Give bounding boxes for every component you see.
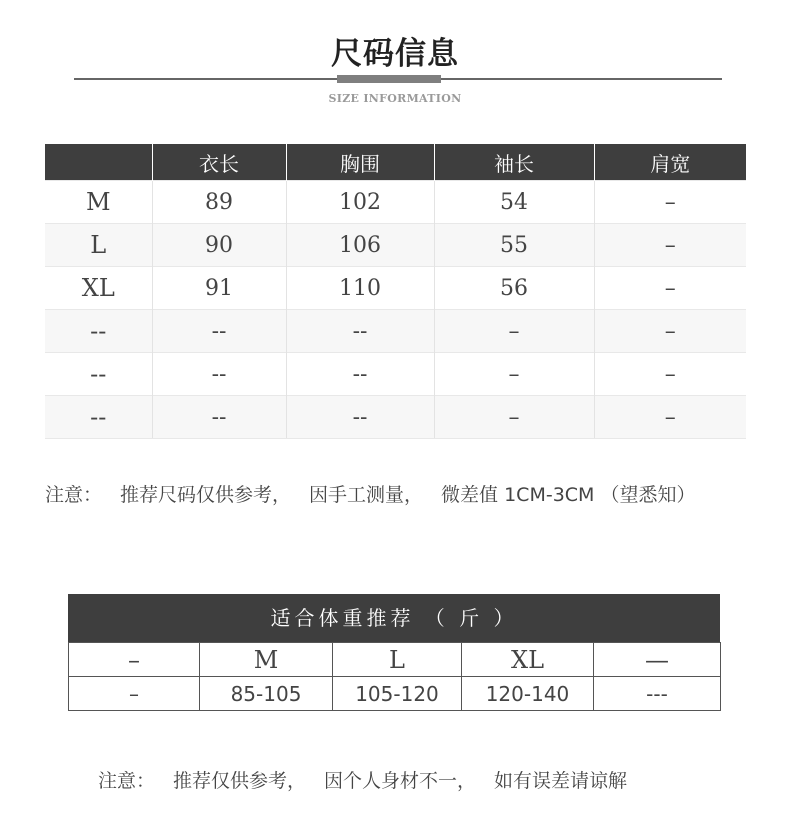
table-row (45, 224, 746, 267)
table-row (45, 310, 746, 353)
table-cell: M (200, 643, 333, 677)
table-cell: 106 (286, 224, 434, 267)
size-table (45, 144, 746, 439)
size-cell: M (45, 181, 152, 224)
note-text: 推荐尺码仅供参考， (120, 484, 292, 506)
table-cell: – (69, 643, 200, 677)
note-label: 注意： (98, 770, 156, 792)
table-cell: 120-140 (462, 677, 594, 711)
table-cell: -- (286, 396, 434, 439)
table-cell: --- (594, 677, 721, 711)
table-cell: -- (152, 353, 286, 396)
weight-table (68, 642, 721, 711)
note-text: 因手工测量， (309, 484, 424, 506)
table-cell: -- (286, 310, 434, 353)
column-header-chest: 胸围 (286, 144, 434, 181)
size-cell: L (45, 224, 152, 267)
table-cell: – (594, 224, 746, 267)
table-cell: – (594, 310, 746, 353)
table-row (45, 267, 746, 310)
table-cell: 110 (286, 267, 434, 310)
table-cell: – (594, 181, 746, 224)
table-cell: – (434, 353, 594, 396)
size-cell: -- (45, 396, 152, 439)
size-cell: -- (45, 353, 152, 396)
table-cell: 55 (434, 224, 594, 267)
table-row (45, 353, 746, 396)
table-row (45, 396, 746, 439)
note-text: 因个人身材不一， (324, 770, 477, 792)
table-cell: 56 (434, 267, 594, 310)
table-cell: -- (152, 396, 286, 439)
weight-value-row (69, 677, 721, 711)
table-cell: 102 (286, 181, 434, 224)
note-text: 推荐仅供参考， (173, 770, 307, 792)
table-cell: – (594, 353, 746, 396)
table-cell: 54 (434, 181, 594, 224)
table-cell: – (594, 396, 746, 439)
note-label: 注意： (45, 484, 103, 506)
table-cell: — (594, 643, 721, 677)
column-header-sleeve: 袖长 (434, 144, 594, 181)
table-cell: 89 (152, 181, 286, 224)
size-note (45, 480, 713, 507)
column-header-size (45, 144, 152, 181)
page-title: 尺码信息 (331, 36, 459, 72)
title-accent-bar (337, 75, 441, 83)
table-cell: XL (462, 643, 594, 677)
table-cell: – (594, 267, 746, 310)
note-text: 微差值 1CM-3CM （望悉知） (441, 484, 696, 506)
size-table-header (45, 144, 746, 181)
size-cell: XL (45, 267, 152, 310)
table-cell: 85-105 (200, 677, 333, 711)
column-header-shoulder: 肩宽 (594, 144, 746, 181)
table-cell: 90 (152, 224, 286, 267)
table-cell: -- (152, 310, 286, 353)
table-cell: 105-120 (333, 677, 462, 711)
column-header-length: 衣长 (152, 144, 286, 181)
table-cell: – (434, 310, 594, 353)
weight-table-title: 适合体重推荐 （ 斤 ） (68, 594, 720, 642)
table-cell: 91 (152, 267, 286, 310)
table-row (45, 181, 746, 224)
size-cell: -- (45, 310, 152, 353)
table-cell: -- (286, 353, 434, 396)
table-cell: – (69, 677, 200, 711)
note-text: 如有误差请谅解 (494, 770, 628, 792)
table-cell: – (434, 396, 594, 439)
weight-header-row (69, 643, 721, 677)
page-subtitle: SIZE INFORMATION (328, 92, 462, 105)
table-cell: L (333, 643, 462, 677)
weight-note (98, 766, 645, 793)
